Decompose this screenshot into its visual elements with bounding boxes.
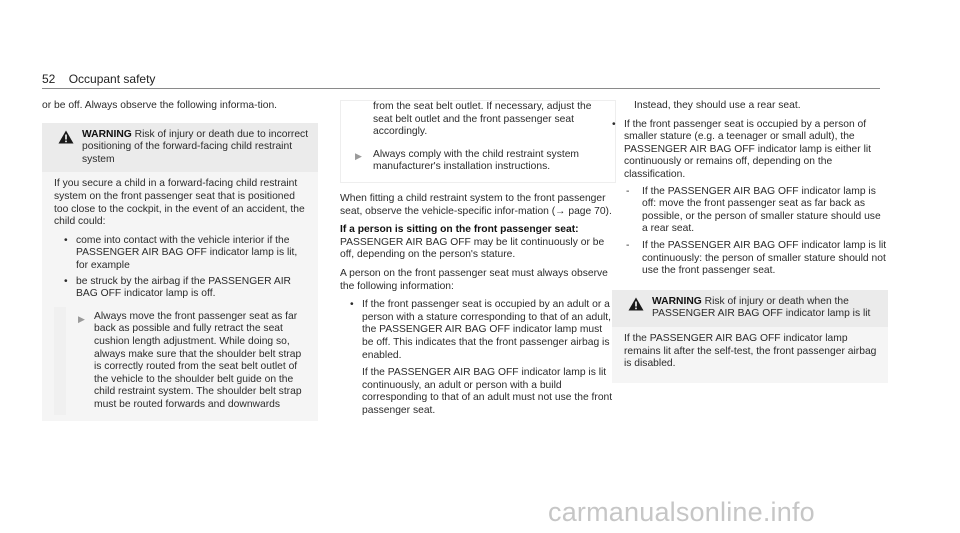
warning-header xyxy=(42,123,318,173)
list-item: • be struck by the airbag if the PASSENGER AIR BAG OFF indicator lamp is off. xyxy=(64,276,310,301)
arrow-right-icon: ▶ xyxy=(355,150,362,161)
dash-item: - If the PASSENGER AIR BAG OFF indicator lamp is off: move the front passenger seat as far back as possible, or the person of smaller stature should use a rear seat. xyxy=(626,186,888,236)
dash-item: - If the PASSENGER AIR BAG OFF indicator lamp is lit continuously: the person of smaller stature should not use the front passenger seat. xyxy=(626,240,888,278)
warning-title: Risk of injury or death when the PASSENGER AIR BAG OFF indicator lamp is lit xyxy=(652,295,871,320)
warning-body-text: If the PASSENGER AIR BAG OFF indicator lamp remains lit after the self-test, the front passenger airbag is disabled. xyxy=(624,332,877,370)
intro-text: or be off. Always observe the following informa-tion. xyxy=(42,100,278,111)
list-item xyxy=(612,119,888,278)
warning-box-airbag-lamp xyxy=(612,290,888,383)
instruction-note xyxy=(54,307,310,416)
paragraph: PASSENGER AIR BAG OFF may be lit continuously or be off, depending on the person's stature. xyxy=(340,236,605,261)
page-number: 52 xyxy=(42,72,56,86)
list-item: • come into contact with the vehicle interior if the PASSENGER AIR BAG OFF indicator lamp is lit, for example xyxy=(64,235,310,273)
warning-triangle-icon xyxy=(58,130,74,144)
watermark: carmanualsonline.info xyxy=(548,497,815,527)
list-item xyxy=(350,299,616,417)
note-content xyxy=(66,307,310,416)
note-continued-text: from the seat belt outlet. If necessary, adjust the seat belt outlet and the front passenger seat accordingly. xyxy=(373,101,592,138)
section-heading: If a person is sitting on the front passenger seat: xyxy=(340,224,579,236)
warning-box-positioning xyxy=(42,123,318,422)
column-3 xyxy=(612,100,888,383)
info-bullets xyxy=(340,299,616,417)
header-rule xyxy=(42,88,880,89)
warning-title: Risk of injury or death due to incorrect positioning of the forward-facing child restraint system xyxy=(82,128,309,165)
info-bullets-2 xyxy=(612,119,888,278)
note-bar xyxy=(54,307,66,416)
warning-bullets xyxy=(54,235,310,301)
paragraph: When fitting a child restraint system to the front passenger seat, observe the vehicle-specific infor-mation (→ page 70). xyxy=(340,192,612,217)
warning-body-text: If you secure a child in a forward-facing child restraint system on the front passenger seat that is positioned too close to the cockpit, in the event of an accident, the child could: xyxy=(54,178,305,228)
warning-label: WARNING xyxy=(82,128,132,140)
note-text: Always comply with the child restraint system manufacturer's installation instructions. xyxy=(373,148,580,173)
continued-text: Instead, they should use a rear seat. xyxy=(634,100,801,111)
arrow-right-icon: ▶ xyxy=(78,313,85,324)
bullet-text: • If the front passenger seat is occupied by an adult or a person with a stature corresponding to that of an adult, the PASSENGER AIR BAG OFF indicator lamp must be off. This indicates that the front passenger airbag is enabled. xyxy=(362,299,611,361)
paragraph: A person on the front passenger seat must always observe the following information: xyxy=(340,267,608,292)
instruction-note-continued xyxy=(340,100,616,183)
warning-body xyxy=(42,172,318,421)
instruction-note-2 xyxy=(351,149,607,174)
column-2 xyxy=(340,100,616,421)
warning-body xyxy=(612,327,888,383)
column-1 xyxy=(42,100,318,421)
bullet-subtext: If the PASSENGER AIR BAG OFF indicator lamp is lit continuously, an adult or person with a build corresponding to that of an adult must not use the front passenger seat. xyxy=(362,367,613,416)
warning-triangle-icon xyxy=(628,297,644,311)
note-text: Always move the front passenger seat as far back as possible and fully retract the seat cushion length adjustment. While doing so, always make sure that the shoulder belt strap is correctly routed from the seat belt outlet of the vehicle to the shoulder belt guide on the child restraint system. The shoulder belt strap must be routed forwards and downwards xyxy=(94,310,302,410)
warning-label: WARNING xyxy=(652,295,702,307)
dash-list xyxy=(624,186,888,278)
bullet-text: • If the front passenger seat is occupied by a person of smaller stature (e.g. a teenager or small adult), the PASSENGER AIR BAG OFF indicator lamp is either lit continuously or remains off, depending on the classification. xyxy=(624,118,872,180)
section-title: Occupant safety xyxy=(68,72,156,86)
page-header xyxy=(42,72,155,86)
warning-header xyxy=(612,290,888,327)
